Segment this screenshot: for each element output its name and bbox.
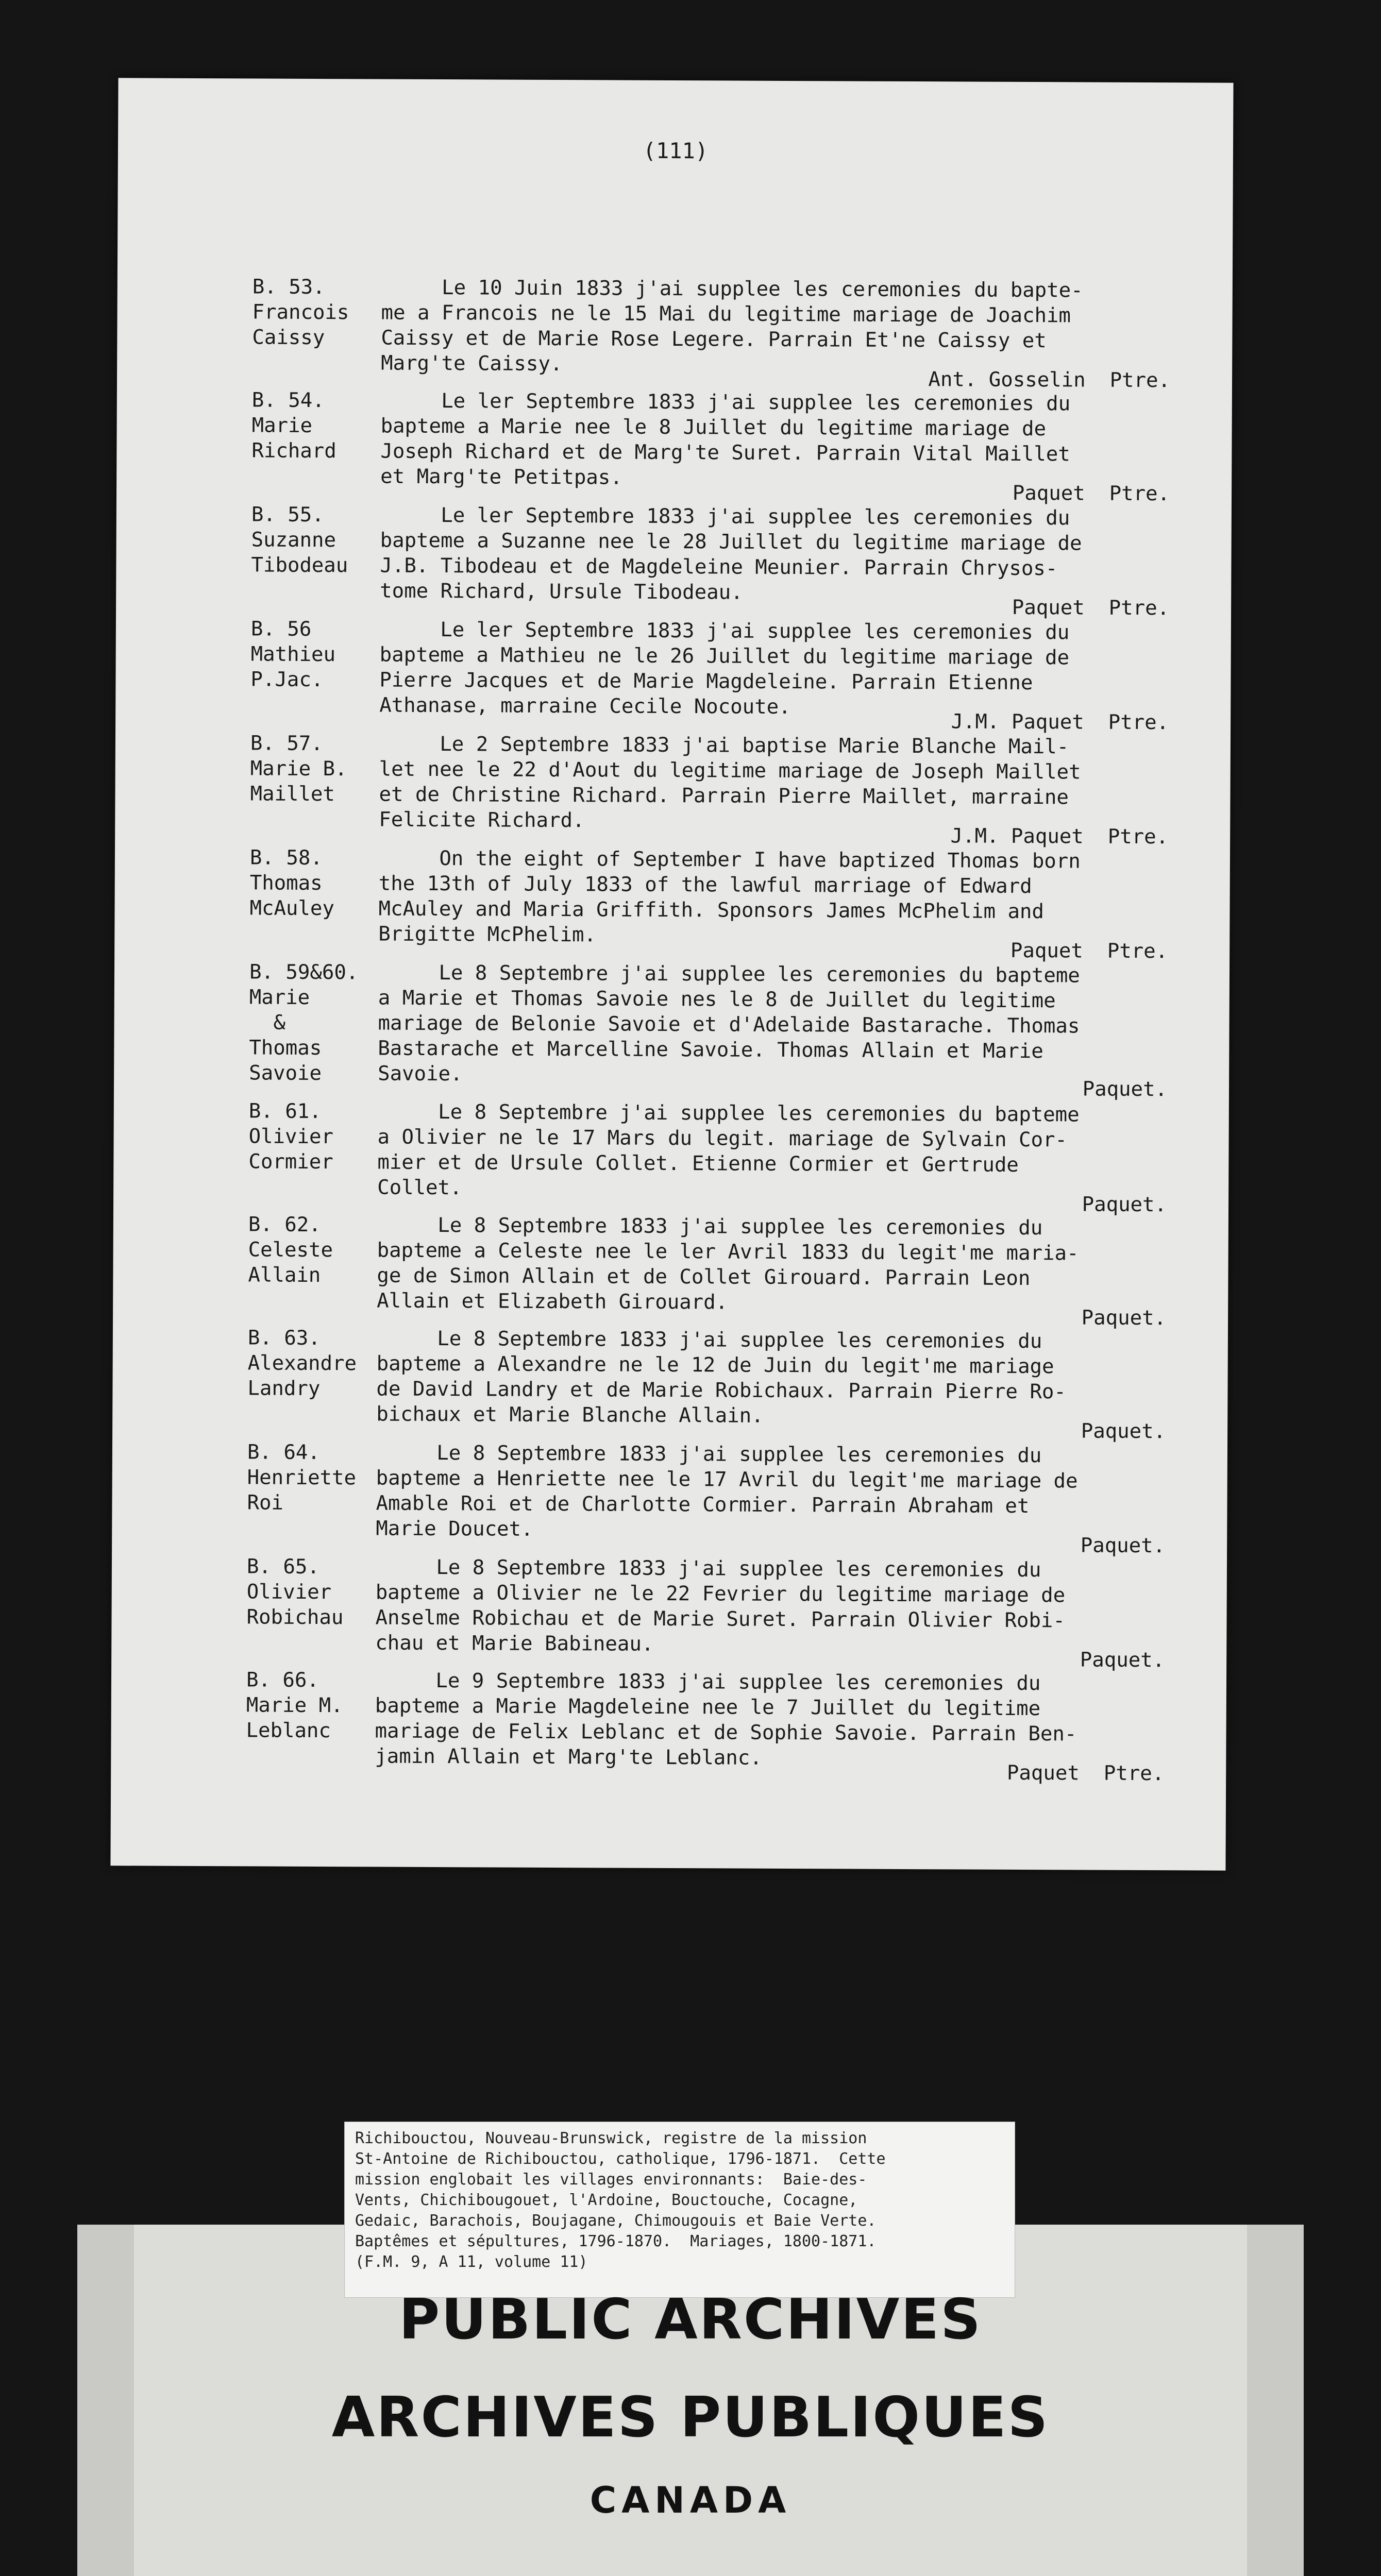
- entry-id: B. 56 Mathieu P.Jac.: [250, 617, 336, 692]
- entry-id: B. 58. Thomas McAuley: [249, 846, 335, 921]
- entry-id: B. 63. Alexandre Landry: [247, 1326, 357, 1401]
- entry-signature: Paquet.: [1081, 1306, 1167, 1330]
- entry-text: Le 9 Septembre 1833 j'ai supplee les ceremonies du bapteme a Marie Magdeleine nee le 7 Juillet du legitime mariage de Felix Leblanc et de Sophie Savoie. Parrain Ben- jamin Allain et Marg'te Leblanc.: [375, 1669, 1077, 1770]
- entry-signature: Paquet.: [1080, 1648, 1165, 1672]
- entry-id: B. 66. Marie M. Leblanc: [246, 1668, 343, 1743]
- entry-text: Le ler Septembre 1833 j'ai supplee les ceremonies du bapteme a Suzanne nee le 28 Juillet du legitime mariage de J.B. Tibodeau et de Magdeleine Meunier. Parrain Chrysos- tome Richard, Ursule Tibodeau.: [380, 503, 1082, 604]
- entry-id: B. 55. Suzanne Tibodeau: [251, 503, 348, 578]
- register-entry: [113, 1325, 1228, 1444]
- register-entry: [112, 1553, 1227, 1672]
- entry-id: B. 64. Henriette Roi: [247, 1440, 357, 1515]
- entry-text: Le 8 Septembre 1833 j'ai supplee les ceremonies du bapteme a Henriette nee le 17 Avril du legit'me mariage de Amable Roi et de Charlotte Cormier. Parrain Abraham et Marie Doucet.: [376, 1441, 1078, 1541]
- entry-signature: Paquet Ptre.: [1012, 596, 1170, 620]
- stamp-canada: CANADA: [590, 2479, 791, 2521]
- entry-signature: J.M. Paquet Ptre.: [950, 824, 1169, 849]
- entry-text: Le 8 Septembre j'ai supplee les ceremonies du bapteme a Marie et Thomas Savoie nes le 8 de Juillet du legitime mariage de Belonie Savoie et d'Adelaide Bastarache. Thomas Bastarache et Marcelline Savoie. Thomas Allain et Marie Savoie.: [378, 961, 1080, 1086]
- entry-text: Le ler Septembre 1833 j'ai supplee les ceremonies du bapteme a Marie nee le 8 Juillet du legitime mariage de Joseph Richard et de Marg'te Suret. Parrain Vital Maillet et Marg'te Petitpas.: [380, 389, 1071, 489]
- register-entry: [113, 1211, 1228, 1330]
- entry-signature: Paquet.: [1080, 1534, 1166, 1558]
- entry-id: B. 62. Celeste Allain: [248, 1213, 333, 1287]
- entry-text: Le 8 Septembre 1833 j'ai supplee les ceremonies du bapteme a Olivier ne le 22 Fevrier du legitime mariage de Anselme Robichau et de Marie Suret. Parrain Olivier Robi- chau et Marie Babineau.: [375, 1555, 1066, 1656]
- entry-signature: J.M. Paquet Ptre.: [951, 710, 1169, 735]
- collection-label: [344, 2122, 1015, 2298]
- entry-id: B. 61. Olivier Cormier: [248, 1099, 334, 1174]
- entry-text: Le 8 Septembre 1833 j'ai supplee les ceremonies du bapteme a Alexandre ne le 12 de Juin du legit'me mariage de David Landry et de Marie Robichaux. Parrain Pierre Ro- bichaux et Marie Blanche Allain.: [376, 1327, 1066, 1428]
- entry-signature: Paquet Ptre.: [1006, 1761, 1165, 1786]
- entry-text: Le ler Septembre 1833 j'ai supplee les ceremonies du bapteme a Mathieu ne le 26 Juillet du legitime mariage de Pierre Jacques et de Marie Magdeleine. Parrain Etienne Athanase, marraine Cecile Nocoute.: [379, 618, 1070, 719]
- entry-text: Le 8 Septembre j'ai supplee les ceremonies du bapteme a Olivier ne le 17 Mars du legit. mariage de Sylvain Cor- mier et de Ursule Collet. Etienne Cormier et Gertrude Collet.: [377, 1100, 1080, 1200]
- register-entry: [111, 1667, 1226, 1786]
- stamp-archives-publiques: ARCHIVES PUBLIQUES: [331, 2385, 1050, 2450]
- entry-text: Le 8 Septembre 1833 j'ai supplee les ceremonies du bapteme a Celeste nee le ler Avril 1833 du legit'me maria- ge de Simon Allain et de Collet Girouard. Parrain Leon Allain et Elizabeth Girouard.: [377, 1213, 1079, 1314]
- entry-signature: Paquet Ptre.: [1012, 481, 1170, 506]
- entry-signature: Ant. Gosselin Ptre.: [928, 368, 1171, 393]
- register-page: [110, 78, 1233, 1870]
- register-entry: [112, 1439, 1227, 1558]
- entry-id: B. 53. Francois Caissy: [252, 275, 349, 350]
- entry-signature: Paquet Ptre.: [1010, 939, 1168, 963]
- register-entry: [114, 1098, 1229, 1217]
- register-entry: [117, 274, 1233, 393]
- entry-id: B. 59&60. Marie & Thomas Savoie: [249, 960, 359, 1086]
- entry-text: Le 2 Septembre 1833 j'ai baptise Marie Blanche Mail- let nee le 22 d'Aout du legitime mariage de Joseph Maillet et de Christine Richard. Parrain Pierre Maillet, marraine Felicite Richard.: [379, 732, 1081, 833]
- entry-signature: Paquet.: [1082, 1077, 1168, 1101]
- entry-signature: Paquet.: [1082, 1193, 1167, 1217]
- stamp-public-archives: PUBLIC ARCHIVES: [399, 2287, 982, 2352]
- page-number: (111): [643, 138, 709, 164]
- entry-id: B. 65. Olivier Robichau: [246, 1555, 344, 1630]
- entry-id: B. 57. Marie B. Maillet: [250, 732, 347, 806]
- collection-label-text: Richibouctou, Nouveau-Brunswick, registre de la mission St-Antoine de Richibouctou, catholique, 1796-1871. Cette mission englobait les villages environnants: Baie-des- Vents, Chichibougouet, l'Ardoine, Bouctouche, Cocagne, Gedaic, Barachois, Boujagane, Chimougouis et Baie Verte. Baptêmes et sépultures, 1796-1870. Mariages, 1800-1871. (F.M. 9, A 11, volume 11): [355, 2129, 886, 2271]
- entry-id: B. 54. Marie Richard: [251, 388, 336, 463]
- entry-signature: Paquet.: [1081, 1419, 1166, 1444]
- entry-text: Le 10 Juin 1833 j'ai supplee les ceremonies du bapte- me a Francois ne le 15 Mai du legitime mariage de Joachim Caissy et de Marie Rose Legere. Parrain Et'ne Caissy et Marg'te Caissy.: [381, 276, 1083, 376]
- entry-text: On the eight of September I have baptized Thomas born the 13th of July 1833 of the lawful marriage of Edward McAuley and Maria Griffith. Sponsors James McPhelim and Brigitte McPhelim.: [378, 846, 1081, 947]
